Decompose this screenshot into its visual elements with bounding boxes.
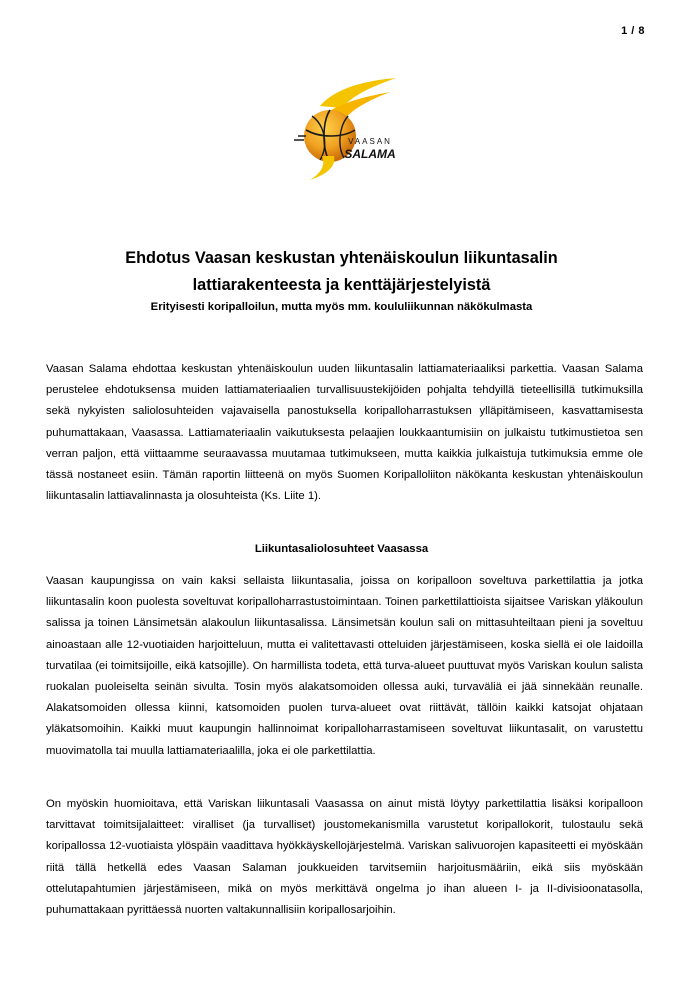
document-title-line-2: lattiarakenteesta ja kenttäjärjestelyistä <box>192 276 491 294</box>
page-number: 1 / 8 <box>621 25 645 37</box>
logo-text-vaasan: VAASAN <box>348 137 392 146</box>
intro-paragraph: Vaasan Salama ehdottaa keskustan yhtenäiskoulun uuden liikuntasalin lattiamateriaaliksi parkettia. Vaasan Salama perustelee ehdotuksensa muiden lattiamateriaalien turvallisuustekijöiden pohjalta tehdyillä tieteellisillä tutkimuksilla sekä nykyisten saliolosuhteiden vajavaisella panostuksella koripalloharrastuksen ylläpitämiseen, kasvattamisesta puhumattakaan, Vaasassa. Lattiamateriaalin vaikutuksesta pelaajien loukkaantumisiin on julkaistu tutkimustietoa sen verran paljon, että viittaamme seuraavassa muutamaa tutkimukseen, mutta kaikkia julkaistuja tutkimuksia emme ole tässä nostaneet esiin. Tämän raportin liitteenä on myös Suomen Koripalloliiton näkökanta keskustan yhtenäiskoulun liikuntasalin lattiavalinnasta ja olosuhteista (Ks. Liite 1). <box>46 363 643 503</box>
document-subtitle: Erityisesti koripalloilun, mutta myös mm. koululiikunnan näkökulmasta <box>150 301 533 313</box>
body-paragraph-1: Vaasan kaupungissa on vain kaksi sellaista liikuntasalia, joissa on koripalloon soveltuva parkettilattia ja jotka liikuntasalin koon puolesta soveltuvat koripalloharrastustoimintaan. Toinen parkettilattioista sijaitsee Variskan yläkoulun salissa ja toinen Länsimetsän alakoulun liikuntasalissa. Länsimetsän koulun sali on mittasuhteiltaan pieni ja soveltuu ainoastaan alle 12-vuotiaiden harjoitteluun, mutta ei valitettavasti otteluiden järjestämiseen, koska siellä ei ole laidoilla turvatilaa (ei toimitsijoille, eikä katsojille). On harmillista todeta, että turva-alueet puuttuvat myös Variskan koulun salista ruokalan puoleiselta seinän sivulta. Tosin myös alakatsomoiden ollessa auki, turvaväliä ei jää sinnekään reunalle. Alakatsomoiden ollessa kiinni, katsomoiden puolen turva-alueet ovat riittävät, tällöin kaikki katsojat ohjataan yläkatsomoihin. Kaikki muut kaupungin hallinnoimat koripalloharrastamiseen soveltuvat liikuntasalit, on varustettu muovimatolla tai muulla lattiamateriaalilla, joka ei ole parkettilattia. <box>46 575 643 757</box>
vaasan-salama-logo <box>292 78 404 180</box>
body-paragraph-2: On myöskin huomioitava, että Variskan liikuntasali Vaasassa on ainut mistä löytyy parkettilattia lisäksi koripalloon tarvittavat toimitsijalaitteet: viralliset (ja turvalliset) joustomekanismilla varustetut koripallokorit, tulostaulu sekä koripallossa 12-vuotiaista ylöspäin vaadittava hyökkäyskellojärjestelmä. Variskan salivuorojen kapasiteetti ei myöskään riitä tällä hetkellä edes Vaasan Salaman joukkueiden tarvitsemiin harjoitusmääriin, eikä siis myöskään ottelutapahtumien järjestämiseen, mikä on myös merkittävä ongelma jo ihan alueen I- ja II-divisioonatasolla, puhumattakaan pyrittäessä nuorten valtakunnallisiin koripallosarjoihin. <box>46 798 643 917</box>
document-title-line-1: Ehdotus Vaasan keskustan yhtenäiskoulun liikuntasalin <box>125 249 558 267</box>
logo-text-salama: SALAMA <box>344 147 396 161</box>
section-heading: Liikuntasaliolosuhteet Vaasassa <box>254 543 429 555</box>
